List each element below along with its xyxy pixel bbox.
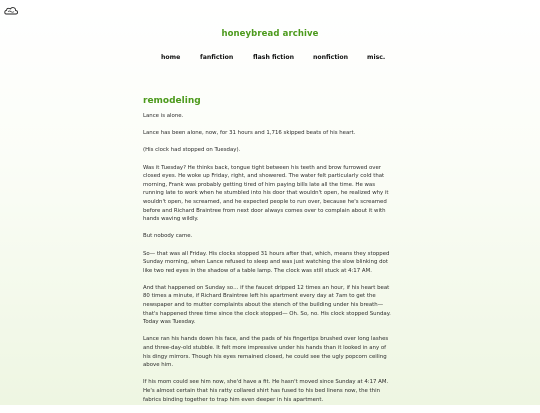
post-paragraph: Lance has been alone, now, for 31 hours and 1,716 skipped beats of his heart. (143, 130, 356, 137)
post-paragraph: And that happened on Sunday so… if the faucet dripped 12 times an hour, if his heart beat 80 times a minute, if Richard Braintree left his apartment every day at 7am to get the newspaper and to mutter complaints about the stench of the building under his breath— that's happened three time since the clock stopped— Oh. So, no. His clock stopped Sunday. Today was Tuesday. (143, 284, 391, 326)
nav-misc-link[interactable]: misc. (367, 54, 386, 61)
post-paragraph: Lance ran his hands down his face, and the pads of his fingertips brushed over long lashes and three-day-old stubble. It felt more impressive under his hands than it looked in any of his dingy mirrors. Though his eyes remained closed, he could see the ugly popcorn ceiling above him. (143, 336, 389, 369)
post-paragraph: Was it Tuesday? He thinks back, tongue tight between his teeth and brow furrowed over closed eyes. He woke up Friday, right, and showered. The water felt particularly cold that morning, Frank was probably getting tired of him paying bills late all the time. He was running late to work when he stumbled into his door that wouldn't open, he realized why it wouldn't open, he screamed, and he expected people to run over, because he's screamed before and Richard Braintree from next door always comes over to complain about it with hands waving wildly. (143, 164, 389, 223)
post-paragraph: If his mom could see him now, she'd have a fit. He hasn't moved since Sunday at 4:17 AM. He's almost certain that his ratty collared shirt has fused to his bed linens now, the thin fabrics binding together to trap him even deeper in his apartment. (143, 379, 389, 403)
nav-home-link[interactable]: home (161, 54, 181, 61)
main-nav (0, 54, 540, 66)
post-body (143, 112, 395, 413)
cloud-logo-icon[interactable] (4, 4, 18, 16)
post-paragraph: Lance is alone. (143, 113, 184, 119)
post-paragraph: (His clock had stopped on Tuesday). (143, 147, 241, 154)
site-title[interactable]: honeybread archive (221, 29, 319, 39)
nav-nonfiction-link[interactable]: nonfiction (313, 54, 349, 61)
nav-fanfiction-link[interactable]: fanfiction (200, 54, 234, 61)
post-paragraph: So— that was all Friday. His clocks stopped 31 hours after that, which, means they stopped Sunday morning, when Lance refused to sleep and was just watching the slow blinking dot like two red eyes in the shadow of a table lamp. The clock was still stuck at 4:17 AM. (143, 250, 390, 274)
nav-flash-fiction-link[interactable]: flash fiction (253, 54, 294, 61)
post-paragraph: But nobody came. (143, 233, 193, 240)
post-title: remodeling (143, 96, 201, 106)
